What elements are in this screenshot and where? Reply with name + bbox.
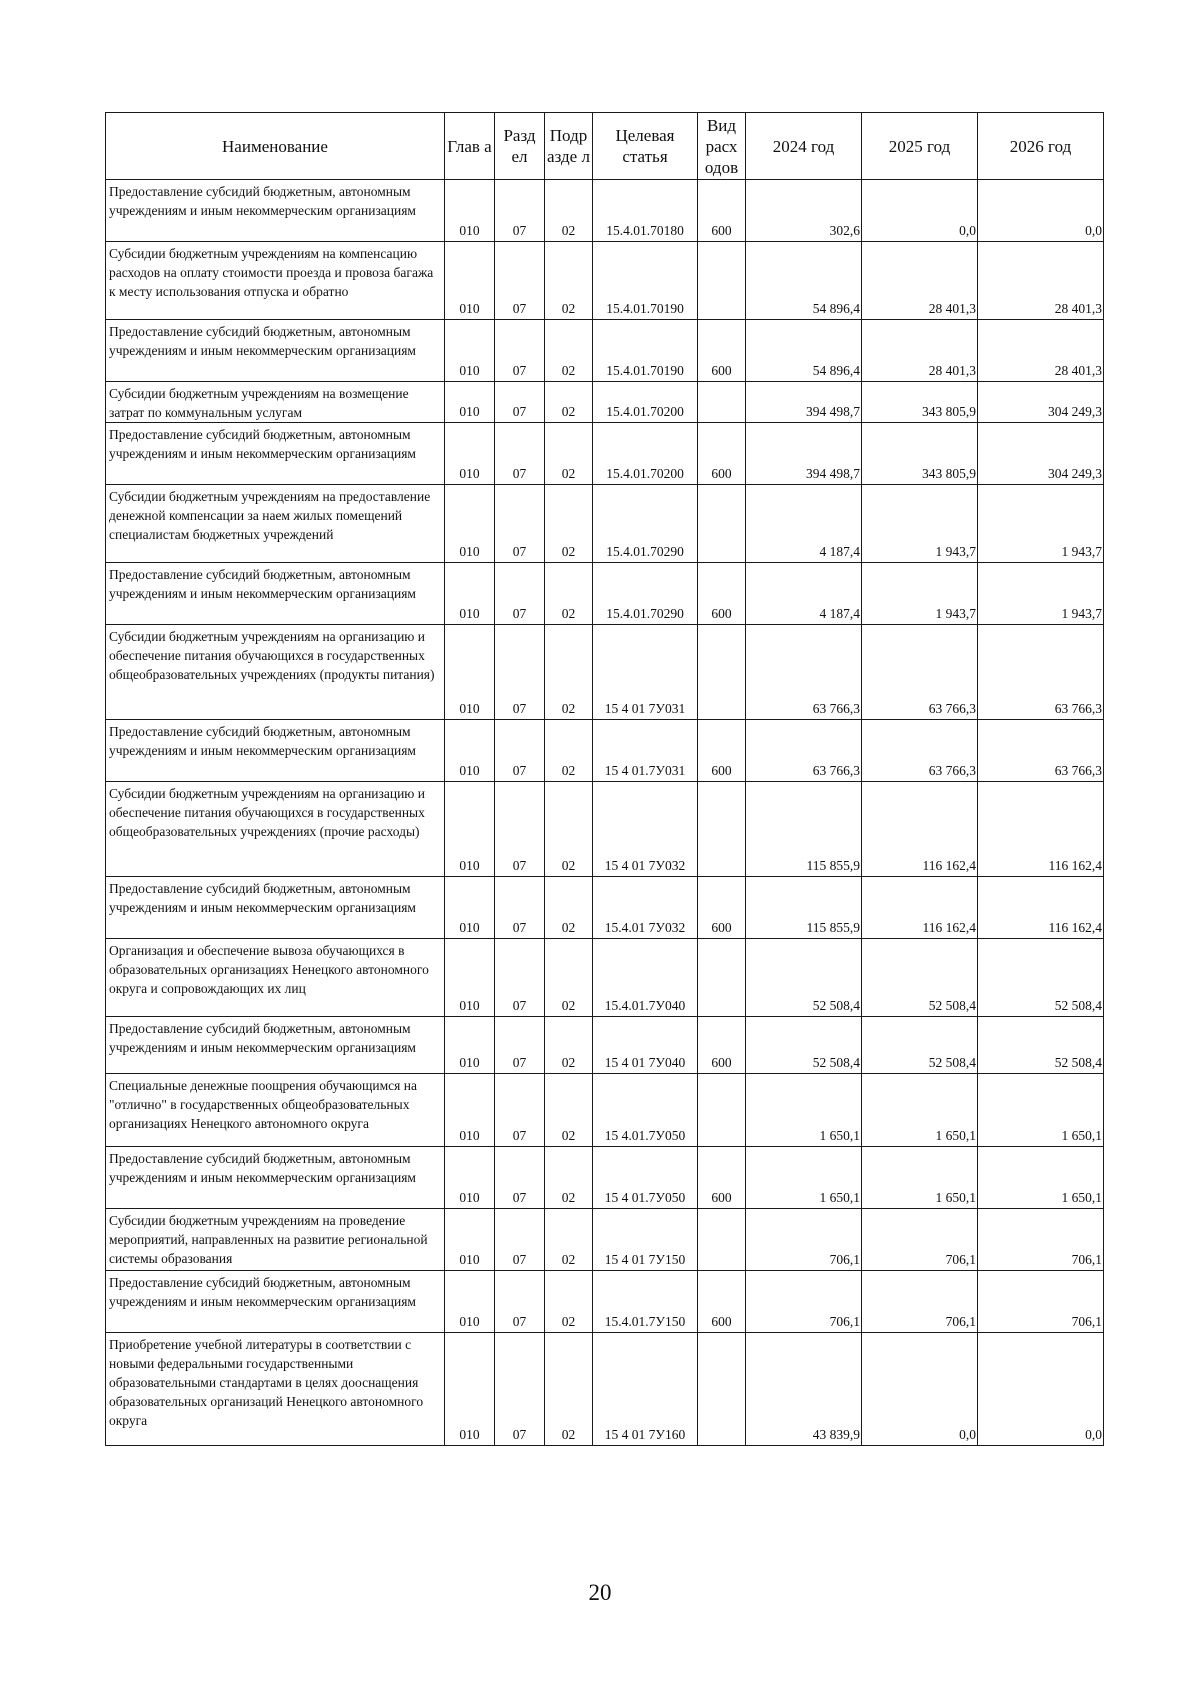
row-target-article: 15.4.01 7У032 — [593, 877, 698, 939]
row-amount-2025: 52 508,4 — [862, 1017, 978, 1074]
table-row — [106, 180, 1104, 242]
row-amount-2025: 52 508,4 — [862, 939, 978, 1017]
table-body — [106, 180, 1104, 1446]
row-name: Предоставление субсидий бюджетным, автономным учреждениям и иным некоммерческим организациям — [106, 1017, 445, 1074]
row-target-article: 15 4 01 7У032 — [593, 782, 698, 877]
header-year-2025: 2025 год — [862, 113, 978, 180]
row-name: Предоставление субсидий бюджетным, автономным учреждениям и иным некоммерческим организациям — [106, 1271, 445, 1333]
row-glava: 010 — [445, 180, 495, 242]
row-glava: 010 — [445, 423, 495, 485]
row-razdel: 07 — [495, 485, 545, 563]
row-podrazdel: 02 — [545, 1147, 593, 1209]
row-expense-type — [698, 382, 746, 423]
row-target-article: 15.4.01.70190 — [593, 242, 698, 320]
row-glava: 010 — [445, 782, 495, 877]
row-expense-type: 600 — [698, 423, 746, 485]
row-expense-type: 600 — [698, 563, 746, 625]
row-amount-2024: 43 839,9 — [746, 1333, 862, 1446]
row-amount-2026: 63 766,3 — [978, 720, 1104, 782]
row-target-article: 15.4.01.70190 — [593, 320, 698, 382]
row-amount-2026: 0,0 — [978, 180, 1104, 242]
row-expense-type — [698, 242, 746, 320]
row-target-article: 15.4.01.70200 — [593, 423, 698, 485]
row-podrazdel: 02 — [545, 877, 593, 939]
row-amount-2024: 4 187,4 — [746, 563, 862, 625]
row-expense-type — [698, 1209, 746, 1271]
row-podrazdel: 02 — [545, 720, 593, 782]
row-amount-2026: 1 650,1 — [978, 1147, 1104, 1209]
row-amount-2026: 28 401,3 — [978, 320, 1104, 382]
row-glava: 010 — [445, 720, 495, 782]
row-amount-2025: 1 943,7 — [862, 563, 978, 625]
row-expense-type — [698, 625, 746, 720]
row-amount-2025: 706,1 — [862, 1209, 978, 1271]
row-target-article: 15 4.01.7У050 — [593, 1074, 698, 1147]
row-amount-2024: 115 855,9 — [746, 877, 862, 939]
table-row — [106, 1074, 1104, 1147]
row-podrazdel: 02 — [545, 320, 593, 382]
row-amount-2024: 115 855,9 — [746, 782, 862, 877]
row-target-article: 15.4.01.70290 — [593, 485, 698, 563]
row-razdel: 07 — [495, 382, 545, 423]
row-name: Предоставление субсидий бюджетным, автономным учреждениям и иным некоммерческим организациям — [106, 563, 445, 625]
row-name: Приобретение учебной литературы в соответствии с новыми федеральными государственными образовательными стандартами в целях дооснащения образовательных организаций Ненецкого автономного округа — [106, 1333, 445, 1446]
row-target-article: 15.4.01.7У150 — [593, 1271, 698, 1333]
row-razdel: 07 — [495, 1017, 545, 1074]
header-name: Наименование — [106, 113, 445, 180]
row-target-article: 15 4 01 7У150 — [593, 1209, 698, 1271]
row-razdel: 07 — [495, 939, 545, 1017]
row-amount-2024: 1 650,1 — [746, 1147, 862, 1209]
row-glava: 010 — [445, 1209, 495, 1271]
table-row — [106, 485, 1104, 563]
row-name: Субсидии бюджетным учреждениям на организацию и обеспечение питания обучающихся в государственных общеобразовательных учреждениях (продукты питания) — [106, 625, 445, 720]
row-glava: 010 — [445, 320, 495, 382]
table-row — [106, 423, 1104, 485]
table-row — [106, 939, 1104, 1017]
row-amount-2025: 343 805,9 — [862, 382, 978, 423]
row-amount-2024: 394 498,7 — [746, 423, 862, 485]
row-amount-2026: 304 249,3 — [978, 382, 1104, 423]
row-podrazdel: 02 — [545, 382, 593, 423]
row-target-article: 15.4.01.70200 — [593, 382, 698, 423]
row-name: Предоставление субсидий бюджетным, автономным учреждениям и иным некоммерческим организациям — [106, 877, 445, 939]
row-amount-2025: 0,0 — [862, 180, 978, 242]
row-razdel: 07 — [495, 625, 545, 720]
row-amount-2025: 1 650,1 — [862, 1074, 978, 1147]
row-amount-2026: 1 650,1 — [978, 1074, 1104, 1147]
table-row — [106, 625, 1104, 720]
header-razdel: Разд ел — [495, 113, 545, 180]
row-amount-2025: 0,0 — [862, 1333, 978, 1446]
header-glava: Глав а — [445, 113, 495, 180]
row-podrazdel: 02 — [545, 1017, 593, 1074]
row-amount-2026: 63 766,3 — [978, 625, 1104, 720]
row-amount-2024: 706,1 — [746, 1271, 862, 1333]
row-razdel: 07 — [495, 242, 545, 320]
row-expense-type — [698, 782, 746, 877]
table-row — [106, 1017, 1104, 1074]
row-expense-type: 600 — [698, 1147, 746, 1209]
row-podrazdel: 02 — [545, 1074, 593, 1147]
row-amount-2025: 1 650,1 — [862, 1147, 978, 1209]
row-expense-type: 600 — [698, 877, 746, 939]
header-year-2026: 2026 год — [978, 113, 1104, 180]
row-name: Предоставление субсидий бюджетным, автономным учреждениям и иным некоммерческим организациям — [106, 1147, 445, 1209]
row-name: Предоставление субсидий бюджетным, автономным учреждениям и иным некоммерческим организациям — [106, 180, 445, 242]
row-glava: 010 — [445, 625, 495, 720]
row-amount-2026: 28 401,3 — [978, 242, 1104, 320]
row-target-article: 15.4.01.7У040 — [593, 939, 698, 1017]
row-podrazdel: 02 — [545, 1209, 593, 1271]
row-podrazdel: 02 — [545, 563, 593, 625]
row-glava: 010 — [445, 939, 495, 1017]
row-amount-2025: 28 401,3 — [862, 320, 978, 382]
row-amount-2024: 706,1 — [746, 1209, 862, 1271]
row-glava: 010 — [445, 382, 495, 423]
row-amount-2026: 52 508,4 — [978, 1017, 1104, 1074]
row-amount-2025: 63 766,3 — [862, 625, 978, 720]
row-amount-2025: 63 766,3 — [862, 720, 978, 782]
row-name: Субсидии бюджетным учреждениям на проведение мероприятий, направленных на развитие региональной системы образования — [106, 1209, 445, 1271]
row-razdel: 07 — [495, 320, 545, 382]
row-razdel: 07 — [495, 1147, 545, 1209]
row-name: Специальные денежные поощрения обучающимся на "отлично" в государственных общеобразовательных организациях Ненецкого автономного округа — [106, 1074, 445, 1147]
row-amount-2024: 1 650,1 — [746, 1074, 862, 1147]
row-name: Предоставление субсидий бюджетным, автономным учреждениям и иным некоммерческим организациям — [106, 423, 445, 485]
row-amount-2026: 0,0 — [978, 1333, 1104, 1446]
row-amount-2025: 1 943,7 — [862, 485, 978, 563]
row-expense-type: 600 — [698, 180, 746, 242]
row-amount-2024: 52 508,4 — [746, 1017, 862, 1074]
row-expense-type — [698, 939, 746, 1017]
row-target-article: 15 4 01 7У160 — [593, 1333, 698, 1446]
row-amount-2025: 706,1 — [862, 1271, 978, 1333]
row-amount-2025: 116 162,4 — [862, 877, 978, 939]
row-glava: 010 — [445, 1147, 495, 1209]
row-amount-2024: 54 896,4 — [746, 320, 862, 382]
row-expense-type: 600 — [698, 720, 746, 782]
row-amount-2024: 63 766,3 — [746, 720, 862, 782]
row-amount-2024: 54 896,4 — [746, 242, 862, 320]
row-razdel: 07 — [495, 1074, 545, 1147]
row-amount-2025: 343 805,9 — [862, 423, 978, 485]
row-razdel: 07 — [495, 877, 545, 939]
row-expense-type — [698, 1074, 746, 1147]
row-podrazdel: 02 — [545, 1271, 593, 1333]
row-target-article: 15 4 01 7У040 — [593, 1017, 698, 1074]
row-expense-type — [698, 485, 746, 563]
row-glava: 010 — [445, 242, 495, 320]
row-razdel: 07 — [495, 563, 545, 625]
row-name: Субсидии бюджетным учреждениям на предоставление денежной компенсации за наем жилых помещений специалистам бюджетных учреждений — [106, 485, 445, 563]
row-name: Субсидии бюджетным учреждениям на возмещение затрат по коммунальным услугам — [106, 382, 445, 423]
row-name: Субсидии бюджетным учреждениям на компенсацию расходов на оплату стоимости проезда и провоза багажа к месту использования отпуска и обратно — [106, 242, 445, 320]
header-year-2024: 2024 год — [746, 113, 862, 180]
row-glava: 010 — [445, 1271, 495, 1333]
row-name: Предоставление субсидий бюджетным, автономным учреждениям и иным некоммерческим организациям — [106, 320, 445, 382]
row-razdel: 07 — [495, 1333, 545, 1446]
row-amount-2026: 116 162,4 — [978, 782, 1104, 877]
row-expense-type — [698, 1333, 746, 1446]
row-podrazdel: 02 — [545, 485, 593, 563]
table-row — [106, 782, 1104, 877]
row-amount-2025: 28 401,3 — [862, 242, 978, 320]
table-row — [106, 382, 1104, 423]
row-razdel: 07 — [495, 1209, 545, 1271]
row-glava: 010 — [445, 1074, 495, 1147]
row-podrazdel: 02 — [545, 939, 593, 1017]
header-target-article: Целевая статья — [593, 113, 698, 180]
row-razdel: 07 — [495, 423, 545, 485]
row-razdel: 07 — [495, 1271, 545, 1333]
row-podrazdel: 02 — [545, 782, 593, 877]
row-razdel: 07 — [495, 180, 545, 242]
table-row — [106, 242, 1104, 320]
row-podrazdel: 02 — [545, 1333, 593, 1446]
table-row — [106, 563, 1104, 625]
row-amount-2024: 4 187,4 — [746, 485, 862, 563]
table-row — [106, 1147, 1104, 1209]
row-amount-2026: 706,1 — [978, 1209, 1104, 1271]
table-row — [106, 320, 1104, 382]
row-glava: 010 — [445, 485, 495, 563]
row-podrazdel: 02 — [545, 242, 593, 320]
row-glava: 010 — [445, 1017, 495, 1074]
row-amount-2026: 116 162,4 — [978, 877, 1104, 939]
row-amount-2026: 1 943,7 — [978, 485, 1104, 563]
row-amount-2024: 302,6 — [746, 180, 862, 242]
table-row — [106, 1333, 1104, 1446]
row-podrazdel: 02 — [545, 423, 593, 485]
row-glava: 010 — [445, 1333, 495, 1446]
row-amount-2024: 52 508,4 — [746, 939, 862, 1017]
row-name: Предоставление субсидий бюджетным, автономным учреждениям и иным некоммерческим организациям — [106, 720, 445, 782]
row-target-article: 15.4.01.70180 — [593, 180, 698, 242]
row-expense-type: 600 — [698, 1017, 746, 1074]
row-expense-type: 600 — [698, 1271, 746, 1333]
header-podrazdel: Подр азде л — [545, 113, 593, 180]
header-expense-type: Вид расх одов — [698, 113, 746, 180]
row-amount-2025: 116 162,4 — [862, 782, 978, 877]
row-amount-2026: 1 943,7 — [978, 563, 1104, 625]
row-amount-2026: 52 508,4 — [978, 939, 1104, 1017]
table-row — [106, 1271, 1104, 1333]
page-number: 20 — [588, 1580, 612, 1605]
row-amount-2026: 706,1 — [978, 1271, 1104, 1333]
row-name: Организация и обеспечение вывоза обучающихся в образовательных организациях Ненецкого автономного округа и сопровождающих их лиц — [106, 939, 445, 1017]
table-row — [106, 1209, 1104, 1271]
row-glava: 010 — [445, 877, 495, 939]
row-expense-type: 600 — [698, 320, 746, 382]
row-name: Субсидии бюджетным учреждениям на организацию и обеспечение питания обучающихся в государственных общеобразовательных учреждениях (прочие расходы) — [106, 782, 445, 877]
table-row — [106, 720, 1104, 782]
row-target-article: 15 4 01 7У031 — [593, 625, 698, 720]
row-target-article: 15.4.01.70290 — [593, 563, 698, 625]
row-amount-2026: 304 249,3 — [978, 423, 1104, 485]
row-razdel: 07 — [495, 720, 545, 782]
row-razdel: 07 — [495, 782, 545, 877]
row-target-article: 15 4 01.7У050 — [593, 1147, 698, 1209]
row-target-article: 15 4 01.7У031 — [593, 720, 698, 782]
row-glava: 010 — [445, 563, 495, 625]
row-podrazdel: 02 — [545, 625, 593, 720]
row-amount-2024: 394 498,7 — [746, 382, 862, 423]
budget-table — [105, 112, 1104, 1446]
header-row — [106, 113, 1104, 180]
row-podrazdel: 02 — [545, 180, 593, 242]
table-row — [106, 877, 1104, 939]
row-amount-2024: 63 766,3 — [746, 625, 862, 720]
